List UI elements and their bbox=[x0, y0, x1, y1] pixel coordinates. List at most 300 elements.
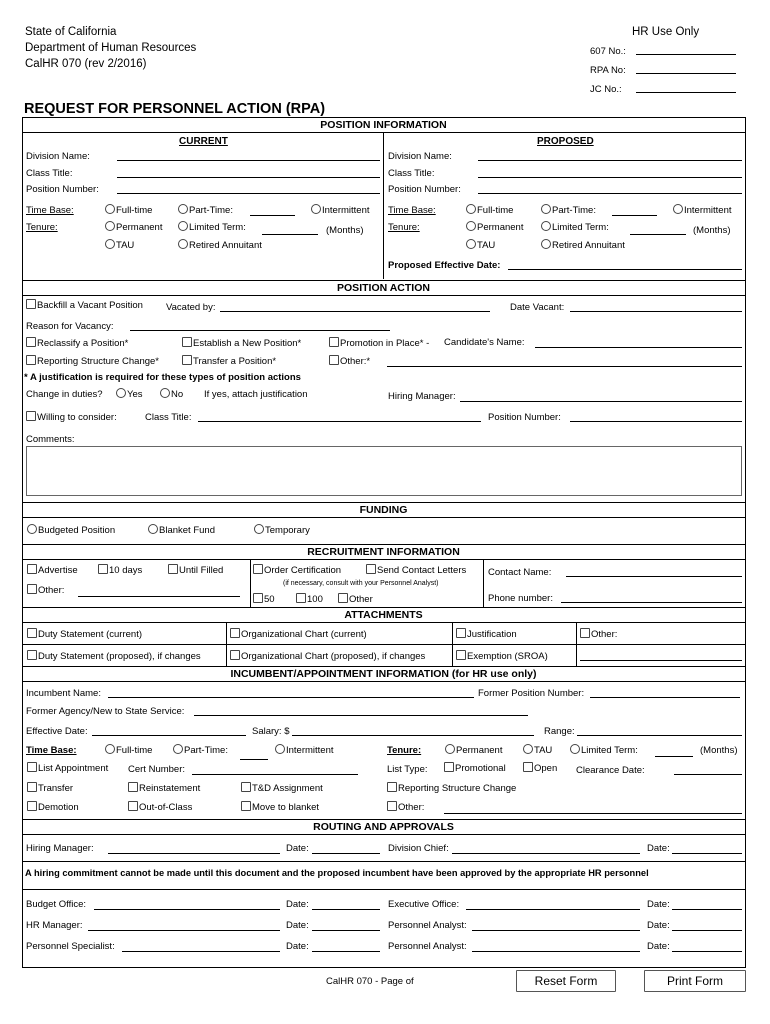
checkbox-icon[interactable] bbox=[387, 782, 397, 792]
backfill-label: Backfill a Vacant Position bbox=[37, 300, 143, 311]
checkbox-icon[interactable] bbox=[27, 628, 37, 638]
recruit-other-label: Other: bbox=[38, 585, 65, 596]
analyst-field[interactable] bbox=[472, 930, 640, 931]
label-jc-no: JC No.: bbox=[590, 84, 622, 95]
recruit-other-field[interactable] bbox=[78, 596, 240, 597]
radio-icon[interactable] bbox=[673, 204, 683, 214]
hr-manager-date-label: Date: bbox=[286, 920, 309, 931]
comments-textarea[interactable] bbox=[26, 446, 742, 496]
radio-icon[interactable] bbox=[173, 744, 183, 754]
section-recruitment: RECRUITMENT INFORMATION bbox=[22, 544, 745, 560]
order-cert-checkbox[interactable] bbox=[253, 564, 341, 576]
print-form-button[interactable]: Print Form bbox=[644, 970, 746, 992]
radio-icon[interactable] bbox=[311, 204, 321, 214]
establish-label: Establish a New Position* bbox=[193, 338, 302, 349]
inc-months: (Months) bbox=[700, 745, 738, 756]
checkbox-icon[interactable] bbox=[366, 564, 376, 574]
current-tau-radio[interactable] bbox=[105, 239, 134, 251]
org-proposed-label: Organizational Chart (proposed), if changes bbox=[241, 651, 426, 662]
exemption-checkbox[interactable] bbox=[456, 650, 548, 662]
org-current-label: Organizational Chart (current) bbox=[241, 629, 367, 640]
radio-icon[interactable] bbox=[541, 221, 551, 231]
radio-icon[interactable] bbox=[466, 221, 476, 231]
checkbox-icon[interactable] bbox=[580, 628, 590, 638]
proposed-fulltime-radio[interactable] bbox=[466, 204, 513, 216]
promotional-checkbox[interactable] bbox=[444, 762, 506, 774]
radio-icon[interactable] bbox=[178, 239, 188, 249]
current-limited-field[interactable] bbox=[262, 234, 318, 235]
change-duties-label: Change in duties? bbox=[26, 389, 103, 400]
checkbox-icon[interactable] bbox=[168, 564, 178, 574]
checkbox-icon[interactable] bbox=[27, 801, 37, 811]
checkbox-icon[interactable] bbox=[26, 299, 36, 309]
proposed-tau-label: TAU bbox=[477, 240, 496, 251]
exemption-label: Exemption (SROA) bbox=[467, 651, 548, 662]
radio-icon[interactable] bbox=[466, 204, 476, 214]
current-limited-label: Limited Term: bbox=[189, 222, 246, 233]
demotion-checkbox[interactable] bbox=[27, 801, 79, 813]
willing-posnum-field[interactable] bbox=[570, 421, 742, 422]
checkbox-icon[interactable] bbox=[128, 782, 138, 792]
checkbox-icon[interactable] bbox=[98, 564, 108, 574]
current-tau-label: TAU bbox=[116, 240, 135, 251]
inc-tau-label: TAU bbox=[534, 745, 553, 756]
duty-current-checkbox[interactable] bbox=[27, 628, 142, 640]
current-posnum-field[interactable] bbox=[117, 193, 380, 194]
proposed-intermittent-radio[interactable] bbox=[673, 204, 732, 216]
specialist-date-field[interactable] bbox=[312, 951, 380, 952]
division-chief-date-field[interactable] bbox=[672, 853, 742, 854]
checkbox-icon[interactable] bbox=[27, 650, 37, 660]
range-label: Range: bbox=[544, 726, 575, 737]
other-action-field[interactable] bbox=[387, 366, 742, 367]
routing-hiring-label: Hiring Manager: bbox=[26, 843, 94, 854]
td-label: T&D Assignment bbox=[252, 783, 323, 794]
proposed-effective-label: Proposed Effective Date: bbox=[388, 260, 501, 271]
routing-divider-2 bbox=[22, 889, 746, 890]
proposed-timebase-label: Time Base: bbox=[388, 205, 436, 216]
checkbox-icon[interactable] bbox=[230, 650, 240, 660]
duties-yes-radio[interactable] bbox=[116, 388, 143, 400]
blanket-label: Blanket Fund bbox=[159, 525, 215, 536]
radio-icon[interactable] bbox=[116, 388, 126, 398]
radio-icon[interactable] bbox=[178, 204, 188, 214]
current-permanent-label: Permanent bbox=[116, 222, 163, 233]
inc-permanent-radio[interactable] bbox=[445, 744, 502, 756]
willing-label: Willing to consider: bbox=[37, 412, 117, 423]
cert-number-field[interactable] bbox=[192, 774, 358, 775]
proposed-class-label: Class Title: bbox=[388, 168, 435, 179]
reinstatement-label: Reinstatement bbox=[139, 783, 201, 794]
attach-row-divider bbox=[22, 644, 746, 645]
inc-intermittent-label: Intermittent bbox=[286, 745, 334, 756]
current-fulltime-radio[interactable] bbox=[105, 204, 152, 216]
inc-reporting-checkbox[interactable] bbox=[387, 782, 516, 794]
checkbox-icon[interactable] bbox=[182, 337, 192, 347]
radio-icon[interactable] bbox=[105, 744, 115, 754]
reclassify-label: Reclassify a Position* bbox=[37, 338, 129, 349]
checkbox-icon[interactable] bbox=[26, 355, 36, 365]
former-pos-label: Former Position Number: bbox=[478, 688, 585, 699]
inc-other-label: Other: bbox=[398, 802, 425, 813]
section-routing: ROUTING AND APPROVALS bbox=[22, 819, 745, 835]
radio-icon[interactable] bbox=[105, 239, 115, 249]
td-checkbox[interactable] bbox=[241, 782, 323, 794]
recruit-other-checkbox[interactable] bbox=[27, 584, 64, 596]
cert-100-label: 100 bbox=[307, 594, 323, 605]
radio-icon[interactable] bbox=[178, 221, 188, 231]
incumbent-name-field[interactable] bbox=[108, 697, 474, 698]
cert-number-label: Cert Number: bbox=[128, 764, 186, 775]
inc-transfer-checkbox[interactable] bbox=[27, 782, 73, 794]
proposed-limited-field[interactable] bbox=[630, 234, 686, 235]
promotional-label: Promotional bbox=[455, 763, 506, 774]
proposed-tenure-label: Tenure: bbox=[388, 222, 420, 233]
other-action-checkbox[interactable] bbox=[329, 355, 370, 367]
executive-field[interactable] bbox=[466, 909, 640, 910]
open-label: Open bbox=[534, 763, 558, 774]
proposed-permanent-radio[interactable] bbox=[466, 221, 523, 233]
cert-50-checkbox[interactable] bbox=[253, 593, 275, 605]
checkbox-icon[interactable] bbox=[387, 801, 397, 811]
ten-days-label: 10 days bbox=[109, 565, 143, 576]
reinstatement-checkbox[interactable] bbox=[128, 782, 200, 794]
frame-left bbox=[22, 117, 23, 968]
current-division-field[interactable] bbox=[117, 160, 380, 161]
analyst2-field[interactable] bbox=[472, 951, 640, 952]
radio-icon[interactable] bbox=[105, 221, 115, 231]
clearance-field[interactable] bbox=[674, 774, 742, 775]
action-hiring-manager-label: Hiring Manager: bbox=[388, 391, 456, 402]
date-vacant-field[interactable] bbox=[570, 311, 742, 312]
current-retired-label: Retired Annuitant bbox=[189, 240, 262, 251]
checkbox-icon[interactable] bbox=[456, 628, 466, 638]
transfer-label: Transfer a Position* bbox=[193, 356, 277, 367]
current-class-label: Class Title: bbox=[26, 168, 73, 179]
analyst2-label: Personnel Analyst: bbox=[388, 941, 467, 952]
reclassify-checkbox[interactable] bbox=[26, 337, 128, 349]
salary-label: Salary: $ bbox=[252, 726, 290, 737]
radio-icon[interactable] bbox=[570, 744, 580, 754]
page-footer: CalHR 070 - Page of bbox=[326, 976, 414, 987]
radio-icon[interactable] bbox=[254, 524, 264, 534]
effective-date-field[interactable] bbox=[92, 735, 246, 736]
proposed-division-field[interactable] bbox=[478, 160, 742, 161]
contact-name-label: Contact Name: bbox=[488, 567, 552, 578]
demotion-label: Demotion bbox=[38, 802, 79, 813]
budget-date-field[interactable] bbox=[312, 909, 380, 910]
checkbox-icon[interactable] bbox=[27, 564, 37, 574]
checkbox-icon[interactable] bbox=[230, 628, 240, 638]
checkbox-icon[interactable] bbox=[329, 337, 339, 347]
checkbox-icon[interactable] bbox=[26, 337, 36, 347]
current-fulltime-label: Full-time bbox=[116, 205, 153, 216]
field-607[interactable] bbox=[636, 54, 736, 55]
radio-icon[interactable] bbox=[541, 239, 551, 249]
recruit-divider-1 bbox=[250, 560, 251, 607]
routing-hiring-date-field[interactable] bbox=[312, 853, 380, 854]
budgeted-radio[interactable] bbox=[27, 524, 115, 536]
current-limited-radio[interactable] bbox=[178, 221, 246, 233]
reason-label: Reason for Vacancy: bbox=[26, 321, 114, 332]
duty-proposed-checkbox[interactable] bbox=[27, 650, 201, 662]
radio-icon[interactable] bbox=[27, 524, 37, 534]
until-filled-checkbox[interactable] bbox=[168, 564, 223, 576]
radio-icon[interactable] bbox=[466, 239, 476, 249]
current-timebase-label: Time Base: bbox=[26, 205, 74, 216]
inc-fulltime-radio[interactable] bbox=[105, 744, 152, 756]
current-division-label: Division Name: bbox=[26, 151, 90, 162]
duty-current-label: Duty Statement (current) bbox=[38, 629, 143, 640]
current-intermittent-radio[interactable] bbox=[311, 204, 370, 216]
routing-hiring-date-label: Date: bbox=[286, 843, 309, 854]
cert-50-label: 50 bbox=[264, 594, 275, 605]
list-appt-checkbox[interactable] bbox=[27, 762, 108, 774]
blanket-radio[interactable] bbox=[148, 524, 215, 536]
checkbox-icon[interactable] bbox=[27, 762, 37, 772]
attach-other-field[interactable] bbox=[580, 660, 742, 661]
org-name: State of California bbox=[25, 26, 117, 38]
division-chief-label: Division Chief: bbox=[388, 843, 449, 854]
proposed-heading: PROPOSED bbox=[537, 136, 594, 147]
inc-other-field[interactable] bbox=[444, 813, 742, 814]
analyst2-date-label: Date: bbox=[647, 941, 670, 952]
current-months: (Months) bbox=[326, 225, 364, 236]
checkbox-icon[interactable] bbox=[27, 584, 37, 594]
checkbox-icon[interactable] bbox=[296, 593, 306, 603]
phone-field[interactable] bbox=[561, 602, 742, 603]
budget-label: Budget Office: bbox=[26, 899, 87, 910]
move-blanket-checkbox[interactable] bbox=[241, 801, 319, 813]
reset-form-button[interactable]: Reset Form bbox=[516, 970, 616, 992]
section-position-action: POSITION ACTION bbox=[22, 280, 745, 296]
justification-label: Justification bbox=[467, 629, 517, 640]
send-contact-label: Send Contact Letters bbox=[377, 565, 467, 576]
inc-intermittent-radio[interactable] bbox=[275, 744, 334, 756]
frame-bottom bbox=[22, 967, 746, 968]
reason-field[interactable] bbox=[130, 330, 390, 331]
send-contact-checkbox[interactable] bbox=[366, 564, 466, 576]
backfill-checkbox[interactable] bbox=[26, 299, 143, 311]
former-agency-label: Former Agency/New to State Service: bbox=[26, 706, 185, 717]
division-chief-field[interactable] bbox=[452, 853, 640, 854]
proposed-months: (Months) bbox=[693, 225, 731, 236]
current-heading: CURRENT bbox=[179, 136, 228, 147]
proposed-parttime-radio[interactable] bbox=[541, 204, 596, 216]
willing-class-field[interactable] bbox=[198, 421, 481, 422]
checkbox-icon[interactable] bbox=[456, 650, 466, 660]
checkbox-icon[interactable] bbox=[329, 355, 339, 365]
proposed-limited-label: Limited Term: bbox=[552, 222, 609, 233]
checkbox-icon[interactable] bbox=[338, 593, 348, 603]
divider-current-proposed bbox=[383, 133, 384, 279]
inc-tau-radio[interactable] bbox=[523, 744, 552, 756]
department-name: Department of Human Resources bbox=[25, 42, 197, 54]
checkbox-icon[interactable] bbox=[253, 564, 263, 574]
page-title: REQUEST FOR PERSONNEL ACTION (RPA) bbox=[24, 101, 326, 117]
current-class-field[interactable] bbox=[117, 177, 380, 178]
inc-tenure-label: Tenure: bbox=[387, 745, 422, 756]
analyst-date-field[interactable] bbox=[672, 930, 742, 931]
effective-date-label: Effective Date: bbox=[26, 726, 88, 737]
proposed-permanent-label: Permanent bbox=[477, 222, 524, 233]
temporary-label: Temporary bbox=[265, 525, 310, 536]
checkbox-icon[interactable] bbox=[26, 411, 36, 421]
cert-other-label: Other bbox=[349, 594, 373, 605]
incumbent-name-label: Incumbent Name: bbox=[26, 688, 101, 699]
radio-icon[interactable] bbox=[160, 388, 170, 398]
radio-icon[interactable] bbox=[523, 744, 533, 754]
attach-other-label: Other: bbox=[591, 629, 618, 640]
inc-parttime-field[interactable] bbox=[240, 759, 268, 760]
move-blanket-label: Move to blanket bbox=[252, 802, 320, 813]
other-action-label: Other:* bbox=[340, 356, 371, 367]
field-rpa-no[interactable] bbox=[636, 73, 736, 74]
cert-100-checkbox[interactable] bbox=[296, 593, 323, 605]
current-intermittent-label: Intermittent bbox=[322, 205, 370, 216]
duty-proposed-label: Duty Statement (proposed), if changes bbox=[38, 651, 201, 662]
date-vacant-label: Date Vacant: bbox=[510, 302, 565, 313]
checkbox-icon[interactable] bbox=[523, 762, 533, 772]
checkbox-icon[interactable] bbox=[128, 801, 138, 811]
commitment-note: A hiring commitment cannot be made until this document and the proposed incumbent have been approved by the appropriate HR personnel bbox=[25, 868, 649, 878]
checkbox-icon[interactable] bbox=[241, 782, 251, 792]
org-current-checkbox[interactable] bbox=[230, 628, 367, 640]
section-incumbent: INCUMBENT/APPOINTMENT INFORMATION (for HR use only) bbox=[22, 666, 745, 682]
list-appt-label: List Appointment bbox=[38, 763, 109, 774]
establish-checkbox[interactable] bbox=[182, 337, 301, 349]
proposed-effective-field[interactable] bbox=[508, 269, 742, 270]
range-field[interactable] bbox=[577, 735, 742, 736]
specialist-date-label: Date: bbox=[286, 941, 309, 952]
consult-note: (if necessary, consult with your Personnel Analyst) bbox=[283, 580, 439, 587]
duties-no-label: No bbox=[171, 389, 184, 400]
inc-transfer-label: Transfer bbox=[38, 783, 74, 794]
list-type-label: List Type: bbox=[387, 764, 428, 775]
field-jc-no[interactable] bbox=[636, 92, 736, 93]
inc-timebase-label: Time Base: bbox=[26, 745, 77, 756]
radio-icon[interactable] bbox=[275, 744, 285, 754]
checkbox-icon[interactable] bbox=[444, 762, 454, 772]
proposed-fulltime-label: Full-time bbox=[477, 205, 514, 216]
current-parttime-label: Part-Time: bbox=[189, 205, 233, 216]
proposed-limited-radio[interactable] bbox=[541, 221, 609, 233]
proposed-retired-radio[interactable] bbox=[541, 239, 625, 251]
label-607: 607 No.: bbox=[590, 46, 626, 57]
open-checkbox[interactable] bbox=[523, 762, 557, 774]
inc-parttime-radio[interactable] bbox=[173, 744, 228, 756]
out-of-class-checkbox[interactable] bbox=[128, 801, 192, 813]
hr-manager-field[interactable] bbox=[88, 930, 280, 931]
willing-class-label: Class Title: bbox=[145, 412, 192, 423]
analyst-date-label: Date: bbox=[647, 920, 670, 931]
out-of-class-label: Out-of-Class bbox=[139, 802, 193, 813]
temporary-radio[interactable] bbox=[254, 524, 310, 536]
inc-limited-radio[interactable] bbox=[570, 744, 638, 756]
duties-no-radio[interactable] bbox=[160, 388, 183, 400]
inc-reporting-label: Reporting Structure Change bbox=[398, 783, 517, 794]
contact-name-field[interactable] bbox=[566, 576, 742, 577]
until-filled-label: Until Filled bbox=[179, 565, 224, 576]
justification-checkbox[interactable] bbox=[456, 628, 517, 640]
recruit-divider-2 bbox=[483, 560, 484, 607]
radio-icon[interactable] bbox=[105, 204, 115, 214]
proposed-parttime-field[interactable] bbox=[612, 215, 657, 216]
inc-parttime-label: Part-Time: bbox=[184, 745, 228, 756]
specialist-field[interactable] bbox=[122, 951, 280, 952]
justification-note: * A justification is required for these types of position actions bbox=[24, 372, 301, 383]
radio-icon[interactable] bbox=[541, 204, 551, 214]
division-chief-date-label: Date: bbox=[647, 843, 670, 854]
current-posnum-label: Position Number: bbox=[26, 184, 99, 195]
willing-checkbox[interactable] bbox=[26, 411, 117, 423]
vacated-by-field[interactable] bbox=[220, 311, 490, 312]
cert-other-checkbox[interactable] bbox=[338, 593, 373, 605]
candidate-label: Candidate's Name: bbox=[444, 337, 525, 348]
analyst-label: Personnel Analyst: bbox=[388, 920, 467, 931]
current-permanent-radio[interactable] bbox=[105, 221, 162, 233]
duties-yes-label: Yes bbox=[127, 389, 143, 400]
former-agency-field[interactable] bbox=[194, 715, 528, 716]
proposed-tau-radio[interactable] bbox=[466, 239, 495, 251]
proposed-intermittent-label: Intermittent bbox=[684, 205, 732, 216]
current-parttime-field[interactable] bbox=[250, 215, 295, 216]
routing-hiring-field[interactable] bbox=[108, 853, 280, 854]
label-rpa-no: RPA No: bbox=[590, 65, 626, 76]
reporting-checkbox[interactable] bbox=[26, 355, 159, 367]
candidate-field[interactable] bbox=[535, 347, 742, 348]
executive-label: Executive Office: bbox=[388, 899, 460, 910]
hr-manager-label: HR Manager: bbox=[26, 920, 83, 931]
section-attachments: ATTACHMENTS bbox=[22, 607, 745, 623]
inc-other-checkbox[interactable] bbox=[387, 801, 424, 813]
form-number: CalHR 070 (rev 2/2016) bbox=[25, 58, 147, 70]
inc-permanent-label: Permanent bbox=[456, 745, 503, 756]
radio-icon[interactable] bbox=[445, 744, 455, 754]
section-funding: FUNDING bbox=[22, 502, 745, 518]
proposed-class-field[interactable] bbox=[478, 177, 742, 178]
willing-posnum-label: Position Number: bbox=[488, 412, 561, 423]
former-pos-field[interactable] bbox=[590, 697, 740, 698]
routing-divider-1 bbox=[22, 861, 746, 862]
if-yes-note: If yes, attach justification bbox=[204, 389, 308, 400]
ten-days-checkbox[interactable] bbox=[98, 564, 142, 576]
proposed-posnum-field[interactable] bbox=[478, 193, 742, 194]
executive-date-label: Date: bbox=[647, 899, 670, 910]
promotion-checkbox[interactable] bbox=[329, 337, 429, 349]
executive-date-field[interactable] bbox=[672, 909, 742, 910]
checkbox-icon[interactable] bbox=[253, 593, 263, 603]
inc-limited-field[interactable] bbox=[655, 756, 693, 757]
advertise-checkbox[interactable] bbox=[27, 564, 78, 576]
checkbox-icon[interactable] bbox=[182, 355, 192, 365]
attach-other-checkbox[interactable] bbox=[580, 628, 617, 640]
current-retired-radio[interactable] bbox=[178, 239, 262, 251]
radio-icon[interactable] bbox=[148, 524, 158, 534]
hr-manager-date-field[interactable] bbox=[312, 930, 380, 931]
analyst2-date-field[interactable] bbox=[672, 951, 742, 952]
org-proposed-checkbox[interactable] bbox=[230, 650, 425, 662]
budget-field[interactable] bbox=[94, 909, 280, 910]
phone-label: Phone number: bbox=[488, 593, 553, 604]
current-parttime-radio[interactable] bbox=[178, 204, 233, 216]
transfer-checkbox[interactable] bbox=[182, 355, 276, 367]
action-hiring-manager-field[interactable] bbox=[460, 401, 742, 402]
checkbox-icon[interactable] bbox=[27, 782, 37, 792]
budget-date-label: Date: bbox=[286, 899, 309, 910]
checkbox-icon[interactable] bbox=[241, 801, 251, 811]
salary-field[interactable] bbox=[292, 735, 534, 736]
